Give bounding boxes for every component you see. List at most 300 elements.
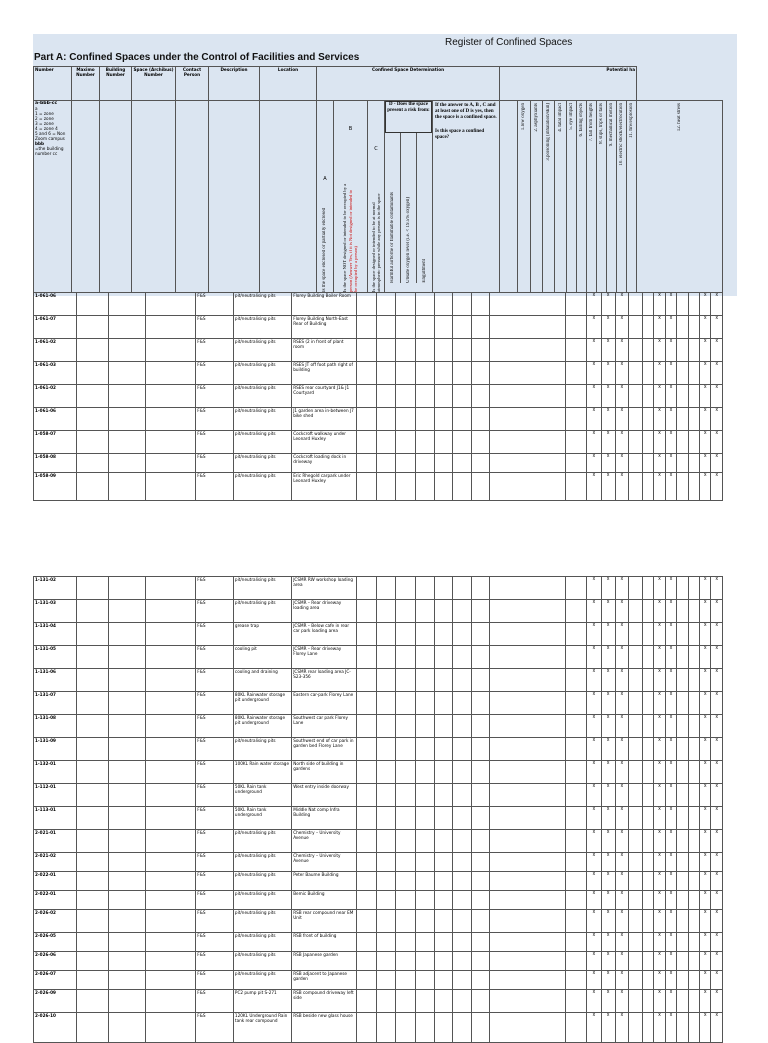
cell-hazard-mark bbox=[629, 454, 643, 473]
cell-hazard-mark: x bbox=[665, 646, 676, 669]
cell-empty bbox=[376, 1013, 395, 1043]
answer-title: If the answer to A, B , C and at least one of D is yes, then the space is a confined space. bbox=[435, 103, 497, 120]
cell-empty bbox=[435, 971, 453, 990]
cell-hazard-mark: x bbox=[654, 362, 665, 385]
cell-empty bbox=[145, 646, 195, 669]
cell-empty bbox=[489, 971, 566, 990]
table-row bbox=[34, 362, 723, 385]
cell-empty bbox=[77, 692, 109, 715]
cell-hazard-mark bbox=[629, 971, 643, 990]
cell-empty bbox=[489, 715, 566, 738]
cell-empty bbox=[77, 738, 109, 761]
cell-empty bbox=[357, 408, 376, 431]
cell-empty bbox=[435, 339, 453, 362]
cell-hazard-mark: x bbox=[615, 872, 629, 891]
cell-hazard-mark: x bbox=[601, 339, 615, 362]
cell-hazard-mark: x bbox=[586, 971, 601, 990]
cell-hazard-mark bbox=[688, 891, 699, 910]
cell-empty bbox=[453, 830, 471, 853]
cell-empty bbox=[489, 454, 566, 473]
register-header-table bbox=[33, 66, 723, 293]
cell-empty bbox=[566, 952, 587, 971]
cell-location: J1 garden area in-between J7 bike shed bbox=[292, 408, 357, 431]
cell-empty bbox=[109, 910, 146, 933]
cell-location: RSB adjacent to Japanese garden bbox=[292, 971, 357, 990]
cell-hazard-mark: x bbox=[654, 933, 665, 952]
cell-empty bbox=[453, 784, 471, 807]
cell-hazard-mark bbox=[629, 738, 643, 761]
cell-description: pit/neutralising pits bbox=[233, 385, 291, 408]
table-row bbox=[34, 830, 723, 853]
cell-empty bbox=[77, 933, 109, 952]
cell-hazard-mark: x bbox=[654, 623, 665, 646]
cell-hazard-mark: x bbox=[615, 600, 629, 623]
cell-contact: F&S bbox=[196, 784, 234, 807]
cell-hazard-mark bbox=[629, 933, 643, 952]
cell-empty bbox=[396, 577, 415, 600]
cell-empty bbox=[453, 431, 471, 454]
cell-empty bbox=[77, 385, 109, 408]
table-row bbox=[34, 339, 723, 362]
cell-hazard-mark: x bbox=[665, 952, 676, 971]
cell-hazard-mark: x bbox=[654, 1013, 665, 1043]
cell-empty bbox=[453, 362, 471, 385]
cell-hazard-mark: x bbox=[665, 933, 676, 952]
cell-contact: F&S bbox=[196, 971, 234, 990]
cell-location: Cockcroft walkway under Leonard Huxley bbox=[292, 431, 357, 454]
cell-location: RSES (2 in front of plant room bbox=[292, 339, 357, 362]
cell-empty bbox=[145, 293, 195, 316]
cell-hazard-mark: x bbox=[711, 990, 723, 1013]
col-determination: Confined Space Determination bbox=[317, 67, 500, 101]
cell-empty bbox=[376, 454, 395, 473]
cell-empty bbox=[489, 669, 566, 692]
cell-empty bbox=[566, 408, 587, 431]
cell-empty bbox=[489, 807, 566, 830]
cell-empty bbox=[145, 623, 195, 646]
cell-hazard-mark: x bbox=[700, 1013, 711, 1043]
cell-empty bbox=[453, 910, 471, 933]
cell-empty bbox=[415, 715, 434, 738]
cell-hazard-mark bbox=[677, 910, 688, 933]
cell-empty bbox=[566, 316, 587, 339]
cell-empty bbox=[109, 830, 146, 853]
cell-hazard-mark: x bbox=[665, 853, 676, 872]
cell-empty bbox=[566, 692, 587, 715]
cell-empty bbox=[435, 454, 453, 473]
cell-empty bbox=[109, 692, 146, 715]
cell-hazard-mark bbox=[642, 473, 653, 501]
cell-hazard-mark: x bbox=[654, 577, 665, 600]
cell-empty bbox=[109, 362, 146, 385]
cell-description: pit/neutralising pits bbox=[233, 408, 291, 431]
cell-empty bbox=[77, 362, 109, 385]
cell-description: PC2 pump pit S-271 bbox=[233, 990, 291, 1013]
cell-empty bbox=[145, 692, 195, 715]
cell-empty bbox=[566, 577, 587, 600]
cell-empty bbox=[435, 600, 453, 623]
cell-hazard-mark: x bbox=[601, 830, 615, 853]
cell-empty bbox=[376, 385, 395, 408]
cell-empty bbox=[109, 293, 146, 316]
cell-hazard-mark: x bbox=[654, 646, 665, 669]
col-space: Space (Archibus) Number bbox=[132, 67, 176, 101]
cell-empty bbox=[376, 339, 395, 362]
cell-hazard-mark bbox=[688, 990, 699, 1013]
cell-hazard-mark: x bbox=[586, 293, 601, 316]
cell-empty bbox=[453, 933, 471, 952]
cell-hazard-mark bbox=[688, 473, 699, 501]
cell-hazard-mark bbox=[642, 715, 653, 738]
cell-hazard-mark bbox=[677, 891, 688, 910]
cell-empty bbox=[453, 891, 471, 910]
cell-empty bbox=[145, 784, 195, 807]
cell-hazard-mark bbox=[629, 293, 643, 316]
cell-hazard-mark: x bbox=[586, 761, 601, 784]
cell-empty bbox=[145, 891, 195, 910]
cell-hazard-mark: x bbox=[654, 454, 665, 473]
cell-hazard-mark: x bbox=[654, 715, 665, 738]
cell-hazard-mark: x bbox=[601, 408, 615, 431]
cell-empty bbox=[77, 623, 109, 646]
cell-hazard-mark: x bbox=[665, 316, 676, 339]
cell-hazard-mark bbox=[642, 600, 653, 623]
cell-hazard-mark bbox=[688, 761, 699, 784]
cell-hazard-mark bbox=[688, 339, 699, 362]
cell-empty bbox=[566, 623, 587, 646]
criterion-d1: Harmful airborne or flammable contaminants bbox=[389, 192, 395, 283]
cell-hazard-mark bbox=[629, 473, 643, 501]
cell-hazard-mark: x bbox=[601, 454, 615, 473]
cell-empty bbox=[77, 293, 109, 316]
cell-hazard-mark: x bbox=[665, 431, 676, 454]
cell-empty bbox=[435, 646, 453, 669]
cell-contact: F&S bbox=[196, 431, 234, 454]
cell-hazard-mark: x bbox=[665, 872, 676, 891]
cell-hazard-mark: x bbox=[586, 784, 601, 807]
cell-hazard-mark: x bbox=[700, 473, 711, 501]
cell-empty bbox=[489, 577, 566, 600]
col-maximo: Maximo Number bbox=[72, 67, 100, 101]
cell-empty bbox=[435, 853, 453, 872]
cell-empty bbox=[415, 623, 434, 646]
table-row bbox=[34, 761, 723, 784]
cell-empty bbox=[566, 454, 587, 473]
cell-contact: F&S bbox=[196, 669, 234, 692]
cell-hazard-mark bbox=[677, 853, 688, 872]
cell-hazard-mark: x bbox=[601, 362, 615, 385]
cell-description: 100KL Rain water storage bbox=[233, 761, 291, 784]
cell-hazard-mark: x bbox=[700, 891, 711, 910]
cell-empty bbox=[109, 761, 146, 784]
table-row bbox=[34, 454, 723, 473]
cell-empty bbox=[566, 807, 587, 830]
cell-empty bbox=[471, 692, 489, 715]
number-note-9: number cc bbox=[35, 151, 58, 156]
cell-empty bbox=[109, 807, 146, 830]
cell-hazard-mark: x bbox=[654, 971, 665, 990]
criterion-b-letter: B bbox=[348, 126, 353, 132]
cell-hazard-mark bbox=[629, 646, 643, 669]
cell-hazard-mark bbox=[629, 408, 643, 431]
cell-empty bbox=[415, 454, 434, 473]
cell-empty bbox=[415, 738, 434, 761]
cell-empty bbox=[396, 933, 415, 952]
cell-hazard-mark: x bbox=[615, 316, 629, 339]
cell-empty bbox=[396, 362, 415, 385]
cell-hazard-mark bbox=[688, 807, 699, 830]
cell-hazard-mark: x bbox=[586, 1013, 601, 1043]
cell-empty bbox=[435, 807, 453, 830]
cell-contact: F&S bbox=[196, 473, 234, 501]
cell-empty bbox=[376, 761, 395, 784]
cell-hazard-mark: x bbox=[601, 669, 615, 692]
cell-empty bbox=[435, 669, 453, 692]
cell-location: JCSMR – Rear driveway loading area bbox=[292, 600, 357, 623]
cell-description: pit/neutralising pits bbox=[233, 872, 291, 891]
cell-empty bbox=[566, 715, 587, 738]
cell-hazard-mark bbox=[642, 408, 653, 431]
cell-hazard-mark bbox=[688, 872, 699, 891]
cell-hazard-mark bbox=[629, 872, 643, 891]
cell-hazard-mark bbox=[642, 454, 653, 473]
cell-number: 2-026-10 bbox=[34, 1013, 77, 1043]
cell-empty bbox=[471, 807, 489, 830]
cell-empty bbox=[435, 891, 453, 910]
cell-hazard-mark: x bbox=[665, 669, 676, 692]
cell-empty bbox=[396, 830, 415, 853]
cell-hazard-mark: x bbox=[586, 830, 601, 853]
cell-hazard-mark: x bbox=[601, 910, 615, 933]
cell-empty bbox=[415, 853, 434, 872]
cell-hazard-mark bbox=[642, 293, 653, 316]
cell-location: RSB rear compound near EM Unit bbox=[292, 910, 357, 933]
cell-empty bbox=[471, 891, 489, 910]
cell-empty bbox=[77, 990, 109, 1013]
cell-empty bbox=[77, 807, 109, 830]
cell-number: 1-061-06 bbox=[34, 293, 77, 316]
criterion-d-title: D - Does the space present a risk from: bbox=[385, 101, 432, 133]
hazard-3: 4. fatal impact bbox=[557, 103, 563, 132]
cell-number: 1-061-03 bbox=[34, 362, 77, 385]
cell-hazard-mark bbox=[629, 669, 643, 692]
cell-hazard-mark bbox=[677, 761, 688, 784]
cell-hazard-mark: x bbox=[586, 669, 601, 692]
cell-empty bbox=[396, 623, 415, 646]
cell-hazard-mark: x bbox=[654, 316, 665, 339]
cell-empty bbox=[453, 853, 471, 872]
cell-hazard-mark bbox=[677, 431, 688, 454]
cell-empty bbox=[145, 715, 195, 738]
cell-empty bbox=[357, 1013, 376, 1043]
cell-empty bbox=[376, 910, 395, 933]
cell-empty bbox=[145, 910, 195, 933]
cell-empty bbox=[471, 623, 489, 646]
cell-empty bbox=[471, 715, 489, 738]
cell-empty bbox=[145, 669, 195, 692]
cell-empty bbox=[109, 385, 146, 408]
cell-empty bbox=[357, 339, 376, 362]
cell-hazard-mark: x bbox=[586, 891, 601, 910]
cell-empty bbox=[357, 784, 376, 807]
cell-empty bbox=[145, 853, 195, 872]
cell-hazard-mark: x bbox=[615, 990, 629, 1013]
cell-empty bbox=[145, 952, 195, 971]
cell-empty bbox=[453, 872, 471, 891]
cell-empty bbox=[396, 646, 415, 669]
cell-empty bbox=[109, 853, 146, 872]
cell-empty bbox=[77, 784, 109, 807]
cell-hazard-mark bbox=[629, 431, 643, 454]
cell-empty bbox=[357, 761, 376, 784]
cell-hazard-mark: x bbox=[601, 1013, 615, 1043]
cell-empty bbox=[396, 408, 415, 431]
cell-contact: F&S bbox=[196, 385, 234, 408]
cell-hazard-mark bbox=[677, 933, 688, 952]
cell-empty bbox=[489, 293, 566, 316]
cell-hazard-mark: x bbox=[601, 431, 615, 454]
cell-hazard-mark: x bbox=[700, 933, 711, 952]
cell-hazard-mark bbox=[677, 454, 688, 473]
cell-empty bbox=[357, 971, 376, 990]
cell-empty bbox=[471, 853, 489, 872]
col-location: Location bbox=[260, 67, 317, 101]
cell-empty bbox=[109, 577, 146, 600]
cell-hazard-mark bbox=[629, 577, 643, 600]
cell-empty bbox=[145, 339, 195, 362]
cell-hazard-mark: x bbox=[700, 646, 711, 669]
cell-number: 1-131-09 bbox=[34, 738, 77, 761]
cell-hazard-mark bbox=[688, 362, 699, 385]
cell-empty bbox=[396, 738, 415, 761]
number-note-6: Zoom campus bbox=[35, 136, 65, 141]
cell-empty bbox=[145, 971, 195, 990]
cell-empty bbox=[415, 577, 434, 600]
cell-empty bbox=[145, 473, 195, 501]
cell-location: North side of building in gardens bbox=[292, 761, 357, 784]
cell-empty bbox=[453, 952, 471, 971]
cell-empty bbox=[453, 692, 471, 715]
cell-number: 2-026-06 bbox=[34, 952, 77, 971]
cell-number: 1-061-02 bbox=[34, 339, 77, 362]
cell-hazard-mark bbox=[629, 891, 643, 910]
cell-empty bbox=[109, 646, 146, 669]
cell-hazard-mark bbox=[677, 293, 688, 316]
cell-number: 1-058-08 bbox=[34, 454, 77, 473]
cell-hazard-mark bbox=[688, 715, 699, 738]
cell-hazard-mark: x bbox=[711, 971, 723, 990]
cell-hazard-mark bbox=[629, 990, 643, 1013]
cell-empty bbox=[415, 600, 434, 623]
cell-hazard-mark bbox=[629, 853, 643, 872]
cell-empty bbox=[471, 933, 489, 952]
cell-empty bbox=[109, 669, 146, 692]
cell-empty bbox=[109, 623, 146, 646]
cell-hazard-mark bbox=[642, 830, 653, 853]
cell-hazard-mark: x bbox=[700, 990, 711, 1013]
cell-empty bbox=[489, 431, 566, 454]
cell-hazard-mark bbox=[642, 738, 653, 761]
cell-hazard-mark: x bbox=[711, 692, 723, 715]
cell-hazard-mark: x bbox=[586, 362, 601, 385]
cell-empty bbox=[145, 1013, 195, 1043]
cell-empty bbox=[357, 891, 376, 910]
cell-description: pit/neutralising pits bbox=[233, 577, 291, 600]
cell-hazard-mark bbox=[642, 316, 653, 339]
number-note-4: 4 = zone 4 bbox=[35, 126, 58, 131]
cell-empty bbox=[77, 454, 109, 473]
cell-hazard-mark: x bbox=[711, 853, 723, 872]
cell-contact: F&S bbox=[196, 738, 234, 761]
cell-empty bbox=[566, 891, 587, 910]
cell-empty bbox=[566, 646, 587, 669]
hazard-4: 5. eye impact bbox=[568, 103, 574, 130]
cell-empty bbox=[435, 431, 453, 454]
cell-location: Eastern car-park Florey Lane bbox=[292, 692, 357, 715]
cell-hazard-mark: x bbox=[586, 990, 601, 1013]
table-row bbox=[34, 1013, 723, 1043]
cell-empty bbox=[415, 933, 434, 952]
cell-empty bbox=[489, 316, 566, 339]
cell-empty bbox=[77, 830, 109, 853]
cell-empty bbox=[396, 872, 415, 891]
cell-empty bbox=[471, 872, 489, 891]
cell-hazard-mark bbox=[677, 872, 688, 891]
cell-empty bbox=[435, 362, 453, 385]
cell-hazard-mark bbox=[677, 473, 688, 501]
cell-contact: F&S bbox=[196, 692, 234, 715]
cell-empty bbox=[109, 971, 146, 990]
cell-location: West entry inside doorway bbox=[292, 784, 357, 807]
cell-contact: F&S bbox=[196, 990, 234, 1013]
cell-hazard-mark: x bbox=[654, 600, 665, 623]
cell-empty bbox=[109, 891, 146, 910]
cell-hazard-mark: x bbox=[654, 473, 665, 501]
cell-hazard-mark bbox=[677, 600, 688, 623]
cell-empty bbox=[489, 408, 566, 431]
cell-hazard-mark: x bbox=[586, 933, 601, 952]
cell-empty bbox=[357, 431, 376, 454]
cell-hazard-mark: x bbox=[711, 431, 723, 454]
cell-empty bbox=[109, 933, 146, 952]
cell-hazard-mark bbox=[677, 408, 688, 431]
cell-hazard-mark bbox=[677, 692, 688, 715]
cell-empty bbox=[77, 577, 109, 600]
cell-empty bbox=[566, 669, 587, 692]
cell-empty bbox=[77, 761, 109, 784]
cell-number: 2-022-01 bbox=[34, 872, 77, 891]
cell-empty bbox=[376, 293, 395, 316]
cell-empty bbox=[376, 738, 395, 761]
cell-empty bbox=[489, 784, 566, 807]
table-row bbox=[34, 431, 723, 454]
cell-hazard-mark: x bbox=[586, 577, 601, 600]
cell-empty bbox=[357, 933, 376, 952]
cell-hazard-mark: x bbox=[711, 600, 723, 623]
cell-empty bbox=[471, 431, 489, 454]
cell-empty bbox=[471, 1013, 489, 1043]
hazard-7: 8. slips, trips or falls bbox=[598, 103, 604, 144]
cell-contact: F&S bbox=[196, 872, 234, 891]
cell-hazard-mark bbox=[688, 1013, 699, 1043]
cell-location: Florey Building Boiler Room bbox=[292, 293, 357, 316]
cell-empty bbox=[453, 738, 471, 761]
cell-hazard-mark: x bbox=[586, 646, 601, 669]
cell-empty bbox=[77, 952, 109, 971]
cell-hazard-mark: x bbox=[654, 830, 665, 853]
cell-hazard-mark: x bbox=[601, 738, 615, 761]
cell-empty bbox=[471, 910, 489, 933]
